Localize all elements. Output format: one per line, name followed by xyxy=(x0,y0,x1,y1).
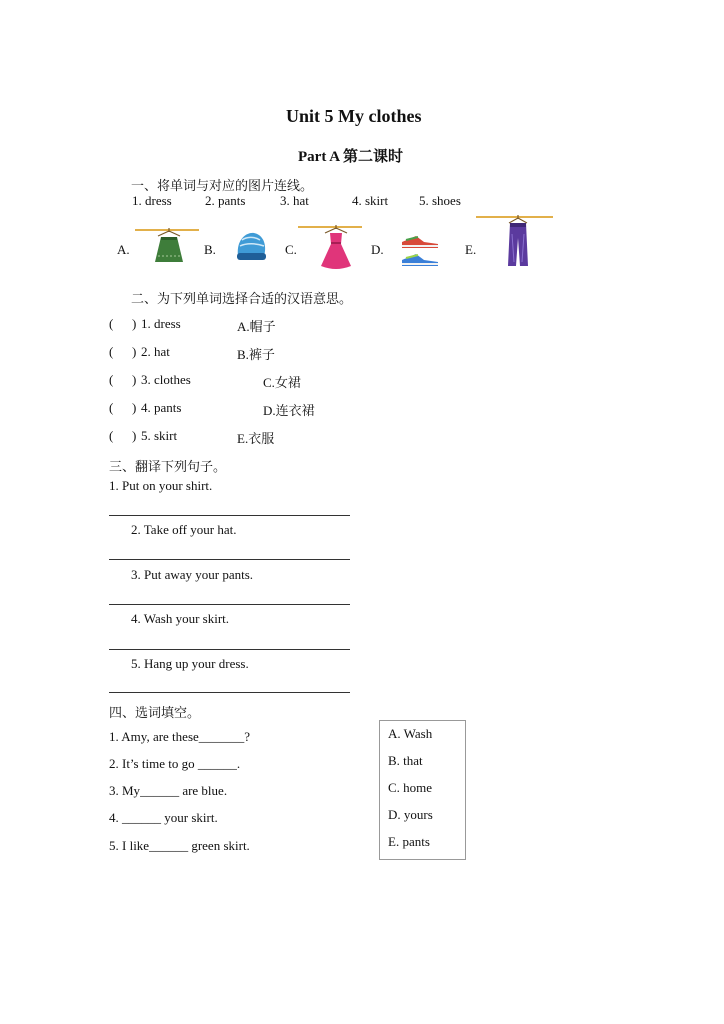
section3-sentence: 5. Hang up your dress. xyxy=(131,656,249,671)
question-text: . xyxy=(236,756,241,771)
question-text: your skirt. xyxy=(161,810,218,825)
hat-icon xyxy=(232,228,270,262)
answer-line xyxy=(109,604,350,605)
answer-paren-open: ( xyxy=(109,316,114,331)
fill-question xyxy=(109,729,250,745)
answer-paren-open: ( xyxy=(109,428,114,443)
dress-icon xyxy=(318,224,354,270)
section1-word: 2. pants xyxy=(205,193,246,208)
section1-heading: 一、将单词与对应的图片连线。 xyxy=(131,178,314,193)
question-text: are blue. xyxy=(179,783,228,798)
picture-label-a: A. xyxy=(117,242,130,257)
answer-paren-open: ( xyxy=(109,344,114,359)
fill-question xyxy=(109,810,218,826)
question-text: 1. Amy, are these xyxy=(109,729,199,744)
section2-option: B.裤子 xyxy=(237,347,275,362)
blank: ______ xyxy=(122,810,161,825)
skirt-icon xyxy=(152,226,186,266)
word-bank-option: C. home xyxy=(388,780,433,795)
picture-label-e: E. xyxy=(465,242,477,257)
section2-option: E.衣服 xyxy=(237,431,275,446)
answer-line xyxy=(109,649,350,650)
section2-word: 2. hat xyxy=(141,344,170,359)
question-text: 2. It’s time to go xyxy=(109,756,195,771)
question-text: ? xyxy=(244,729,251,744)
section1-word: 5. shoes xyxy=(419,193,461,208)
section2-heading: 二、为下列单词选择合适的汉语意思。 xyxy=(131,291,353,306)
question-text: 5. I like xyxy=(109,838,150,853)
answer-paren-close: ) xyxy=(132,316,137,331)
fill-question xyxy=(109,838,250,854)
question-text: 3. My xyxy=(109,783,141,798)
shoes-icon xyxy=(398,228,442,270)
section3-sentence: 1. Put on your shirt. xyxy=(109,478,213,493)
answer-paren-close: ) xyxy=(132,400,137,415)
word-bank-option: B. that xyxy=(388,753,423,768)
section3-sentence: 2. Take off your hat. xyxy=(131,522,237,537)
blank: ______ xyxy=(149,838,189,853)
picture-label-c: C. xyxy=(285,242,297,257)
answer-paren-open: ( xyxy=(109,372,114,387)
answer-paren-open: ( xyxy=(109,400,114,415)
word-bank-option: A. Wash xyxy=(388,726,433,741)
section4-heading: 四、选词填空。 xyxy=(109,705,201,720)
section2-word: 1. dress xyxy=(141,316,181,331)
question-text: 4. xyxy=(109,810,122,825)
answer-line xyxy=(109,559,350,560)
question-text: green skirt. xyxy=(188,838,250,853)
section2-word: 4. pants xyxy=(141,400,182,415)
section2-option: A.帽子 xyxy=(237,319,276,334)
section3-heading: 三、翻译下列句子。 xyxy=(109,459,227,474)
picture-label-b: B. xyxy=(204,242,216,257)
word-bank-option: E. pants xyxy=(388,834,430,849)
section1-word: 4. skirt xyxy=(352,193,389,208)
pants-icon xyxy=(504,214,532,268)
answer-paren-close: ) xyxy=(132,344,137,359)
section2-word: 3. clothes xyxy=(141,372,191,387)
section2-word: 5. skirt xyxy=(141,428,178,443)
section2-option: D.连衣裙 xyxy=(263,403,315,418)
answer-paren-close: ) xyxy=(132,372,137,387)
page-subtitle: Part A 第二课时 xyxy=(298,149,403,165)
section1-word: 3. hat xyxy=(280,193,309,208)
picture-label-d: D. xyxy=(371,242,384,257)
blank: _______ xyxy=(198,729,245,744)
answer-line xyxy=(109,515,350,516)
answer-paren-close: ) xyxy=(132,428,137,443)
answer-line xyxy=(109,692,350,693)
blank: ______ xyxy=(140,783,180,798)
word-bank-option: D. yours xyxy=(388,807,433,822)
page-title: Unit 5 My clothes xyxy=(286,106,422,126)
blank: ______ xyxy=(197,756,237,771)
fill-question xyxy=(109,756,240,772)
section2-option: C.女裙 xyxy=(263,375,301,390)
fill-question xyxy=(109,783,227,799)
section3-sentence: 4. Wash your skirt. xyxy=(131,611,230,626)
section1-word: 1. dress xyxy=(132,193,172,208)
section3-sentence: 3. Put away your pants. xyxy=(131,567,254,582)
